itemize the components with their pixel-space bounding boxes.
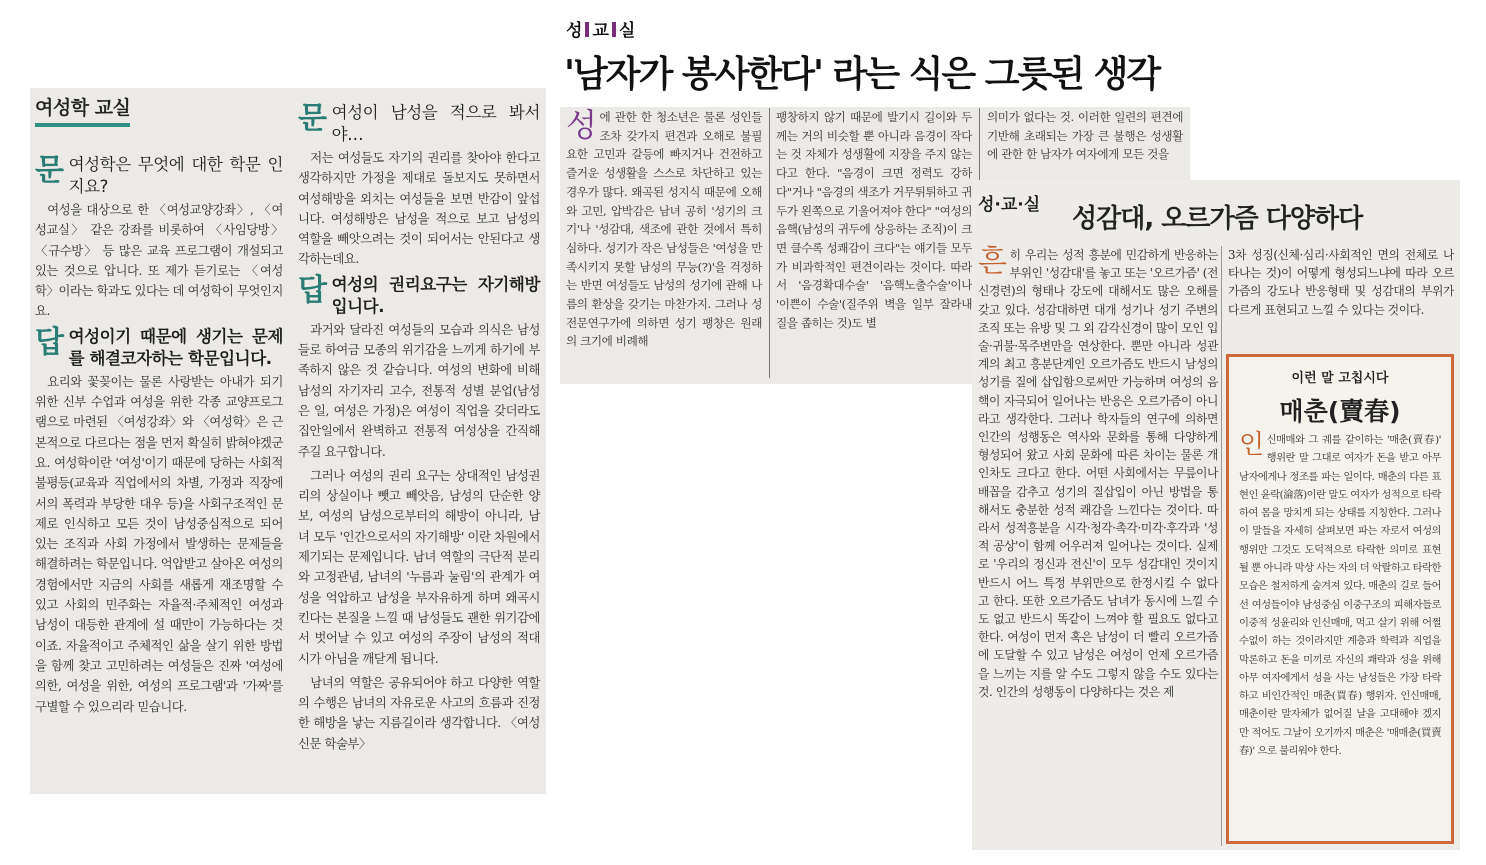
question-marker: 문 <box>298 101 327 136</box>
answer-2-heading: 여성의 권리요구는 자기해방입니다. <box>331 274 540 316</box>
signature: 〈여성신문 학술부〉 <box>298 716 540 751</box>
section-label-part: 교 <box>592 21 609 41</box>
label-divider <box>612 22 616 37</box>
section-label <box>566 16 635 41</box>
answer-1-heading: 여성이기 때문에 생기는 문제를 해결코자하는 학문입니다. <box>68 326 283 368</box>
question-2-body: 저는 여성들도 자기의 권리를 찾아야 한다고 생각하지만 가정을 제대로 돌보지도 못하면서 여성해방을 외치는 여성들을 보면 반감이 앞섭니다. 여성해방은 남성을 적으로 보고 남성의 역할을 빼앗으려는 것이 되어서는 안된다고 생각하는데요. <box>298 151 540 267</box>
section-label-part: 실 <box>618 21 636 41</box>
sidebar-box <box>1226 354 1454 844</box>
question-2 <box>298 102 540 146</box>
answer-2 <box>298 274 540 318</box>
answer-2-closing <box>298 673 540 754</box>
question-1-heading: 여성학은 무엇에 대한 학문 인지요? <box>68 155 283 196</box>
headline: 성감대, 오르가즘 다양하다 <box>1072 204 1363 234</box>
box-body-text: 신매매와 그 궤를 같이하는 '매춘(賣春)' 행위란 말 그대로 여자가 돈을 받고 아무 남자에게나 정조를 파는 일이다. 매춘의 다른 표현인 윤락(淪落)이란 말도 여자가 성적으로 타락하여 몸을 망치게 되는 상태를 지칭한다. 그러나 이 말들을 자세히 살펴보면 파는 자로서 여성의 행위만 그것도 도덕적으로 타락한 의미로 표현될 뿐 아니라 막상 사는 자의 더 악랄하고 타락한 모습은 철저하게 숨겨져 있다. 매춘의 길로 들어선 여성들이야 남성중심 이중구조의 피해자들로 이중적 성윤리와 인신매매, 먹고 살기 위해 어쩔 수없이 하는 것이라지만 계층과 학력과 직업을 막론하고 돈을 미끼로 자신의 쾌락과 성을 위해 아무 여자에게서 성을 사는 남성들은 가장 타락하고 비인간적인 매춘(買春) 행위자. 인신매매, 매춘이란 말자체가 없어질 날을 고대해야 겠지만 적어도 그날이 오기까지 매춘은 '매매춘(買賣春)' 으로 불리워야 한다. <box>1239 434 1441 758</box>
answer-2-body-2: 그러나 여성의 권리 요구는 상대적인 남성권리의 상실이나 뺏고 빼앗음, 남성의 단순한 양보, 여성의 남성으로부터의 해방이 아니라, 남녀 모두 '인간으로서의 자기해방' 이란 차원에서 제기되는 문제입니다. 남녀 역할의 극단적 분리와 고정관념, 남녀의 '누름과 눌림'의 관계가 여성을 억압하고 남성을 부자유하게 하며 왜곡시킨다는 본질을 느낄 때 남성들도 괜한 위기감에서 벗어날 수 있고 여성의 주장이 남성의 적대시가 아님을 깨닫게 됩니다. <box>298 468 540 666</box>
column-1-text: 에 관한 한 청소년은 물론 성인들조차 갖가지 편견과 오해로 불필요한 고민과 갈등에 빠지거나 건전하고 즐거운 성생활을 스스로 차단하고 있는 경우가 많다. 왜곡된 성지식 때문에 오해와 고민, 압박감은 남녀 공히 '성기의 크기'나 '성감대, 색조에 관한 것에서 특히 심하다. 성기가 작은 남성들은 '여성을 만족시키지 못할 남성의 무능(?)'을 걱정하는 반면 여성들도 남성의 성기에 관해 나름의 환상을 갖기는 마찬가지. 그러나 성 전문연구가에 의하면 성기 팽창은 원래의 크기에 비례해 <box>566 110 762 349</box>
question-marker: 문 <box>35 153 64 188</box>
qa-left-column <box>35 150 283 721</box>
answer-marker: 답 <box>298 272 327 308</box>
column-1-text: 히 우리는 성적 흥분에 민감하게 반응하는 부위인 '성감대'를 놓고 또는 '오르가즘' (전신경련)의 형태나 강도에 대해서도 많은 오해를 갖고 있다. 성감대하면 대개 성기나 성기 주변의 조직 또는 유방 및 그 외 감각신경이 많이 모인 입술·귀불·목주변만을 연상한다. 뿐만 아니라 성관계의 최고 흥분단계인 오르가즘도 반드시 남성의 성기를 질에 삽입함으로써만 가능하며 여성의 음핵이 자극되어 일어나는 반응은 오르가즘이 아니라고 생각한다. 그러나 학자들의 연구에 의하면 인간의 성행동은 역사와 문화를 통해 다양하게 형성되어 왔고 사회 문화에 따른 차이는 물론 개인차도 크다고 한다. 어떤 사회에서는 무릎이나 배꼽을 감추고 성기의 질삽입이 아닌 방법을 통해서도 충분한 성적 쾌감을 느낀다는 것이다. 따라서 성적흥분을 시각·청각·촉각·미각·후각과 '성적 공상'이 함께 어우러져 일어나는 것이다. 실제로 '우리의 정신과 전신'이 모두 성감대인 것이지 반드시 어느 특정 부위만으로 한정시킬 수 없다고 한다. 또한 오르가즘도 남녀가 동시에 느낄 수도 없고 반드시 똑같이 느껴야 할 필요도 없다고 한다. 여성이 먼저 혹은 남성이 더 빨리 오르가즘에 도달할 수 있고 남성은 여성이 언제 오르가즘을 느끼는 지를 알 수도 그렇지 않을 수도 있다는 것. 인간의 성행동이 다양하다는 것은 제 <box>978 248 1218 699</box>
question-1 <box>35 154 283 198</box>
answer-1-body: 요리와 꽃꽂이는 물론 사랑받는 아내가 되기 위한 신부 수업과 여성을 위한 각종 교양프로그램으로 마련된 〈여성강좌〉와 〈여성학〉은 근본적으로 다르다는 점을 먼저 확실히 밝혀야겠군요. 여성학이란 '여성'이기 때문에 당하는 사회적 불평등(교육과 직업에서의 차별, 가정과 직장에서의 폭력과 부당한 대우 등)을 사회구조적인 문제로 인식하고 모든 것이 남성중심적으로 되어 있는 조직과 사회 가정에서 발생하는 문제들을 해결하려는 학문입니다. 억압받고 살아온 여성의 경험에서만 지금의 사회를 새롭게 재조명할 수 있고 사회의 민주화는 자율적·주체적인 여성과 남성이 대등한 관계에 설 때만이 가능하다는 것이죠. 자율적이고 주체적인 삶을 살기 위한 방법을 함께 찾고 고민하려는 여성들은 진짜 '여성에 의한, 여성을 위한, 여성의 프로그램'과 '가짜'를 구별할 수 있으리라 믿습니다. <box>35 374 283 714</box>
question-2-heading: 여성이 남성을 적으로 봐서야… <box>331 103 540 144</box>
qa-right-column <box>298 98 540 758</box>
question-1-body: 여성을 대상으로 한 〈여성교양강좌〉, 〈여성교실〉 같은 강좌를 비롯하여 〈사임당방〉 〈규수방〉 등 많은 교육 프로그램이 개설되고 있는 것으로 압니다. 또 제가 듣기로는 〈여성학〉이라는 학과도 있다는 데 여성학이 무엇인지요. <box>35 203 283 319</box>
answer-2-body-1: 과거와 달라진 여성들의 모습과 의식은 남성들로 하여금 모종의 위기감을 느끼게 하기에 부족하지 않은 것 같습니다. 여성의 변화에 비해 남성의 자기자리 고수, 전통적 성별 분업(남성은 일, 여성은 가정)은 여성이 직업을 갖더라도 집안일에서 완벽하고 전통적 여성상을 간직해 주길 요구합니다. <box>298 322 540 459</box>
article-column-2: 3차 성징(신체·심리·사회적인 면의 전체로 나타나는 것)이 어떻게 형성되느냐에 따라 오르가즘의 강도나 반응형태 및 성감대의 부위가 다르게 표현되고 느낄 수 있다는 것이다. <box>1228 248 1454 317</box>
article-column-1 <box>566 108 762 351</box>
box-body <box>1239 431 1441 760</box>
box-title: 매춘(賣春) <box>1279 397 1401 426</box>
label-divider <box>585 22 589 37</box>
article-column-1 <box>978 246 1218 701</box>
article-column-2: 팽창하지 않기 때문에 발기시 길이와 두께는 거의 비슷할 뿐 아니라 음경이 작다는 것 자체가 성생활에 지장을 주지 않는다고 한다. "음경이 크면 정력도 강하다"거나 "음경의 색조가 거무튀튀하고 귀두가 왼쪽으로 기울어져야 한다" "여성의 음핵(남성의 귀두에 상응하는 조직)이 크면 클수록 성쾌감이 크다"는 얘기들 모두가 비과학적인 편견이라는 것이다. 따라서 '음경확대수술' '음핵노출수술'이나 '이쁜이 수술'(질주위 벽을 일부 잘라내 질을 좁히는 것)도 별 <box>776 110 972 330</box>
answer-2-body-3: 남녀의 역할은 공유되어야 하고 다양한 역할의 수행은 남녀의 자유로운 사고의 흐름과 진정한 해방을 낳는 지름길이라 생각합니다. <box>298 675 540 731</box>
article-column-3: 의미가 없다는 것. 이러한 일련의 편견에 기반해 초래되는 가장 큰 불행은 성생활에 관한 한 남자가 여자에게 모든 것을 <box>987 110 1183 162</box>
column-divider <box>1221 246 1222 846</box>
answer-marker: 답 <box>35 324 64 360</box>
column-divider <box>769 108 770 378</box>
box-header: 이런 말 고칩시다 <box>1291 371 1389 386</box>
answer-1 <box>35 326 283 370</box>
clipping-erogenous-zones <box>972 180 1460 850</box>
column-title: 여성학 교실 <box>35 93 130 127</box>
drop-cap: 성 <box>566 106 597 144</box>
headline: '남자가 봉사한다' 라는 식은 그릇된 생각 <box>564 53 1160 95</box>
section-label: 성·교·실 <box>978 195 1041 215</box>
drop-cap: 인 <box>1239 430 1264 460</box>
section-label-part: 성 <box>566 21 583 41</box>
clipping-women-studies-qa <box>30 88 546 794</box>
drop-cap: 흔 <box>978 244 1007 279</box>
